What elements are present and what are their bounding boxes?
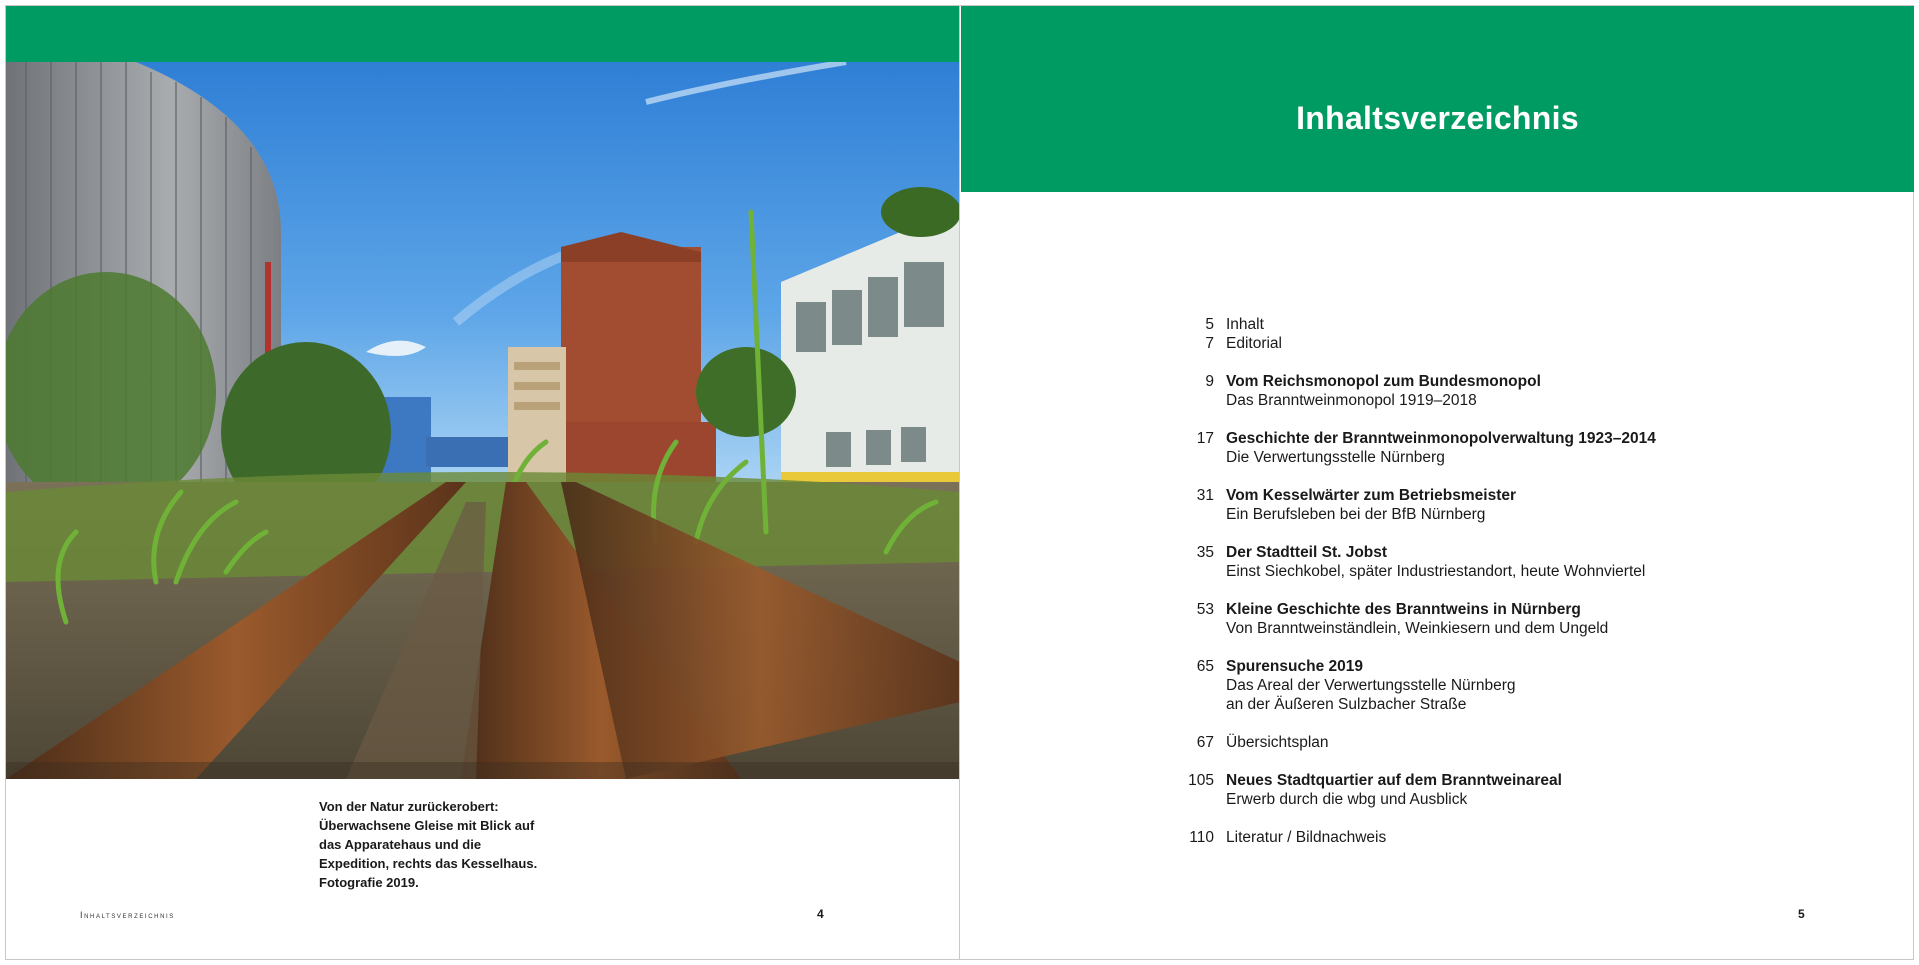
toc-page-number: 31: [1196, 487, 1214, 504]
toc-title: Editorial: [1226, 335, 1282, 352]
toc-page-number: 9: [1205, 373, 1214, 390]
toc-entry[interactable]: [1171, 600, 1871, 638]
caption-line: das Apparatehaus und die: [319, 837, 482, 852]
toc-title: Vom Kesselwärter zum Betriebsmeister: [1226, 487, 1517, 504]
toc-page-number: 5: [1205, 316, 1214, 333]
toc-subtitle: Erwerb durch die wbg und Ausblick: [1226, 791, 1468, 808]
toc-entry[interactable]: [1171, 771, 1871, 809]
toc-title: Übersichtsplan: [1226, 734, 1329, 751]
toc-title: Vom Reichsmonopol zum Bundesmonopol: [1226, 373, 1541, 390]
toc-title: Literatur / Bildnachweis: [1226, 829, 1387, 846]
left-page: [6, 6, 960, 959]
toc-title: Der Stadtteil St. Jobst: [1226, 544, 1388, 561]
toc-page-number: 105: [1188, 772, 1214, 789]
toc-title: Geschichte der Branntweinmonopolverwaltung 1923–2014: [1226, 430, 1656, 447]
caption-line: Fotografie 2019.: [319, 875, 419, 890]
toc-subtitle: Einst Siechkobel, später Industriestandort, heute Wohnviertel: [1226, 563, 1646, 580]
caption-line: Von der Natur zurückerobert:: [319, 799, 499, 814]
toc-entry[interactable]: [1171, 372, 1871, 410]
toc-page-number: 35: [1196, 544, 1214, 561]
toc-entry[interactable]: [1171, 828, 1871, 847]
toc-subtitle: Die Verwertungsstelle Nürnberg: [1226, 449, 1445, 466]
toc-entry[interactable]: [1171, 657, 1871, 714]
toc-entry[interactable]: [1171, 543, 1871, 581]
left-header-bar: [6, 6, 959, 62]
page-number-right: 5: [1798, 907, 1805, 921]
page-title: Inhaltsverzeichnis: [1296, 100, 1579, 136]
toc-title: Kleine Geschichte des Branntweins in Nürnberg: [1226, 601, 1581, 618]
table-of-contents: [1171, 315, 1871, 847]
photo-caption: [319, 797, 559, 892]
caption-line: Überwachsene Gleise mit Blick auf: [319, 818, 535, 833]
toc-subtitle: Ein Berufsleben bei der BfB Nürnberg: [1226, 506, 1486, 523]
toc-entry[interactable]: [1171, 315, 1871, 334]
toc-title: Inhalt: [1226, 316, 1264, 333]
page-number-left: 4: [817, 907, 824, 921]
toc-subtitle: Das Areal der Verwertungsstelle Nürnberg: [1226, 677, 1516, 694]
toc-entry[interactable]: [1171, 334, 1871, 353]
running-head: Inhaltsverzeichnis: [80, 910, 175, 920]
toc-page-number: 65: [1196, 658, 1214, 675]
toc-page-number: 17: [1196, 430, 1214, 447]
railway-illustration: [6, 62, 960, 779]
right-page: [961, 6, 1914, 959]
toc-title: Neues Stadtquartier auf dem Branntweinareal: [1226, 772, 1562, 789]
book-spread: [5, 5, 1914, 960]
railway-photo: [6, 62, 960, 779]
toc-title: Spurensuche 2019: [1226, 658, 1363, 675]
toc-subtitle: Von Branntweinständlein, Weinkiesern und dem Ungeld: [1226, 620, 1609, 637]
toc-page-number: 110: [1189, 829, 1214, 846]
toc-entry[interactable]: [1171, 733, 1871, 752]
toc-page-number: 53: [1196, 601, 1214, 618]
toc-subtitle: an der Äußeren Sulzbacher Straße: [1226, 696, 1467, 713]
toc-page-number: 7: [1205, 335, 1214, 352]
toc-page-number: 67: [1196, 734, 1214, 751]
toc-header-bar: [961, 6, 1914, 192]
caption-line: Expedition, rechts das Kesselhaus.: [319, 856, 538, 871]
toc-entry[interactable]: [1171, 429, 1871, 467]
toc-entry[interactable]: [1171, 486, 1871, 524]
toc-subtitle: Das Branntweinmonopol 1919–2018: [1226, 392, 1477, 409]
